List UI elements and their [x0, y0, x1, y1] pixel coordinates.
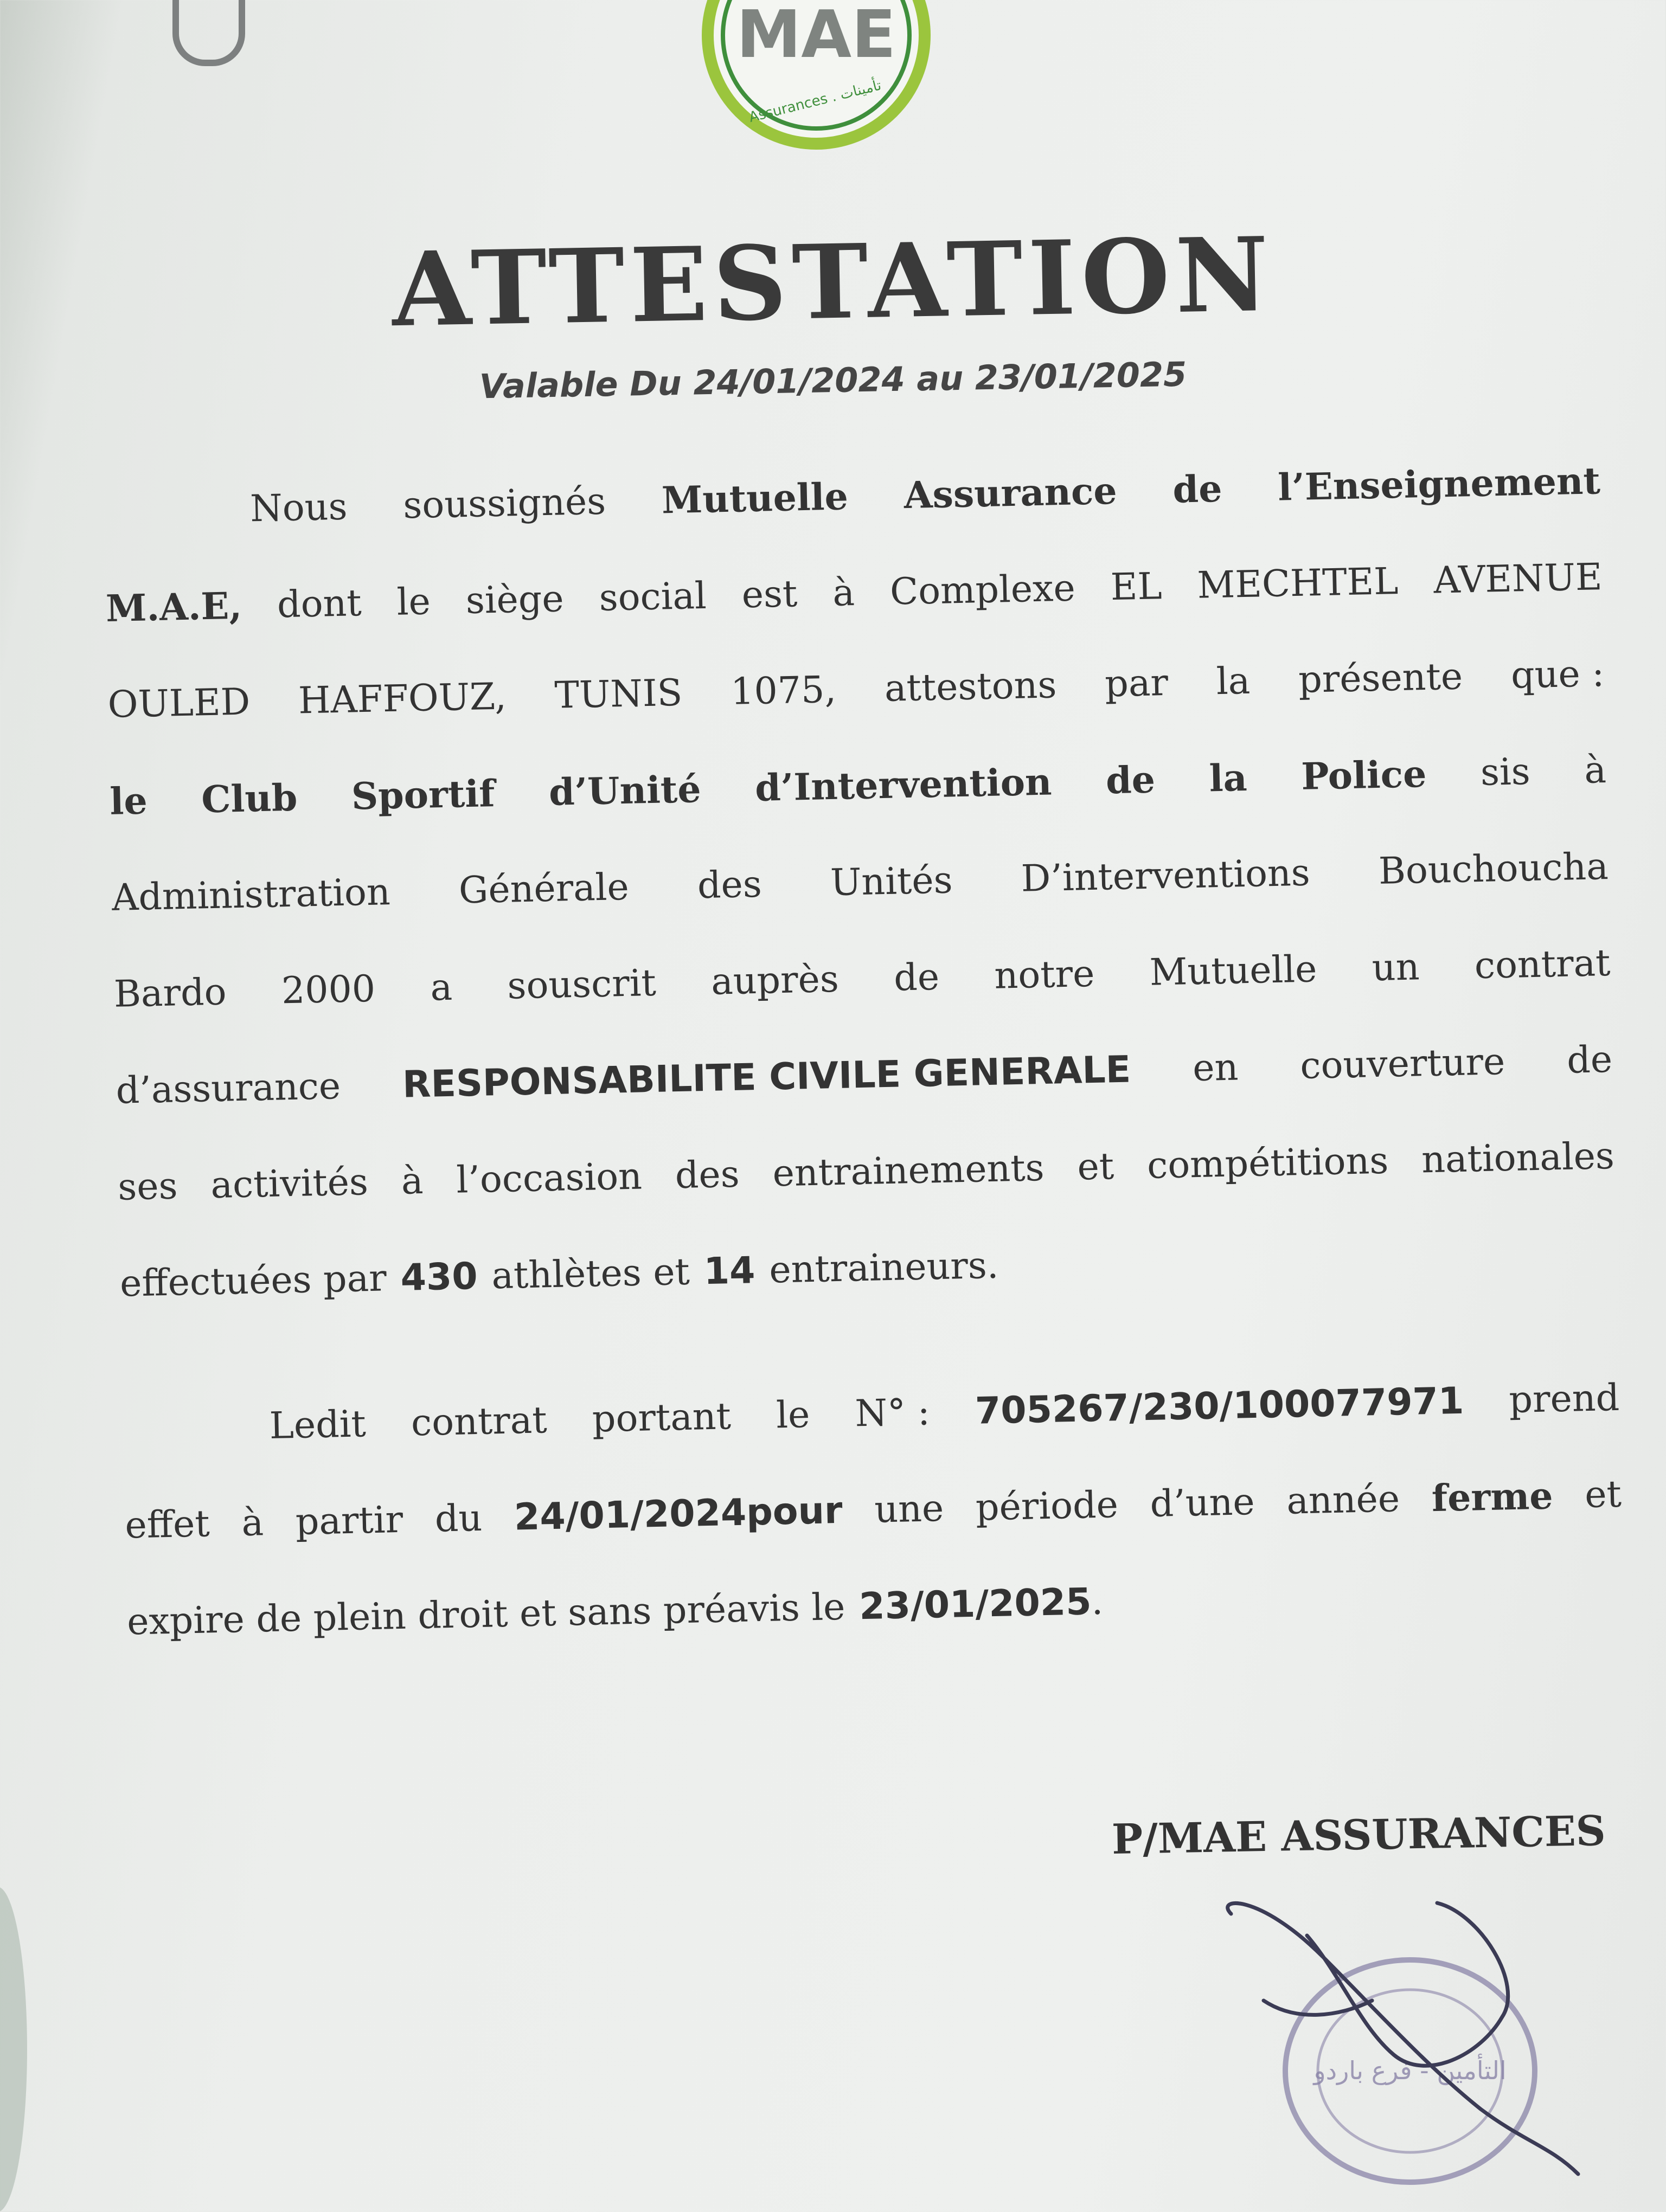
p1-line-9: effectuées par 430 athlètes et 14 entraineurs. — [119, 1218, 1618, 1346]
p1-line-6: Bardo 2000 a souscrit auprès de notre Mutuelle un contrat — [113, 941, 1611, 1016]
p1-line-1: Nous soussignés Mutuelle Assurance de l’Enseignement — [249, 459, 1601, 531]
p2-line-3: expire de plein droit et sans préavis le 23/01/2025 . — [126, 1556, 1625, 1684]
paper-clip — [172, 0, 245, 66]
p1-line-8: ses activités à l’occasion des entrainements et compétitions nationales — [117, 1134, 1615, 1209]
validity-period: Valable Du 24/01/2024 au 23/01/2025 — [479, 354, 1187, 407]
p2-line-1: Ledit contrat portant le N° : 705267/230/100077971 prend — [122, 1363, 1620, 1491]
logo-brand: MAE — [736, 0, 896, 73]
trainers-count: 14 — [703, 1249, 756, 1294]
logo-subtitle: Assurances . تأمينات — [747, 77, 883, 126]
end-date: 23/01/2025 — [858, 1580, 1092, 1629]
start-date: 24/01/2024pour — [514, 1489, 843, 1539]
p1-line-2: M.A.E, dont le siège social est à Complexe EL MECHTEL AVENUE — [105, 556, 1603, 631]
stamp-text: التأمين - فرع باردو — [1313, 2056, 1507, 2085]
p1-line-3: OULED HAFFOUZ, TUNIS 1075, attestons par la présente que : — [107, 652, 1605, 726]
attestation-body — [103, 446, 1625, 1683]
p1-line-7: d’assurance RESPONSABILITE CIVILE GENERALE en couverture de — [115, 1025, 1613, 1153]
coverage-type: RESPONSABILITE CIVILE GENERALE — [402, 1048, 1131, 1107]
athletes-count: 430 — [400, 1255, 478, 1300]
document-title: ATTESTATION — [390, 214, 1276, 350]
signature-stroke — [1228, 1903, 1578, 2174]
official-stamp-signature — [1199, 1892, 1589, 2196]
contract-number: 705267/230/100077971 — [975, 1379, 1464, 1433]
left-edge-shadow — [0, 1887, 27, 2212]
p1-line-4: le Club Sportif d’Unité d’Intervention de la Police sis à — [109, 749, 1607, 824]
mae-logo — [700, 0, 933, 152]
signatory-label: P/MAE ASSURANCES — [1111, 1806, 1606, 1863]
p2-line-2: effet à partir du 24/01/2024pour une période d’une année ferme et — [124, 1459, 1623, 1587]
p1-line-5: Administration Générale des Unités D’interventions Bouchoucha — [111, 845, 1609, 919]
